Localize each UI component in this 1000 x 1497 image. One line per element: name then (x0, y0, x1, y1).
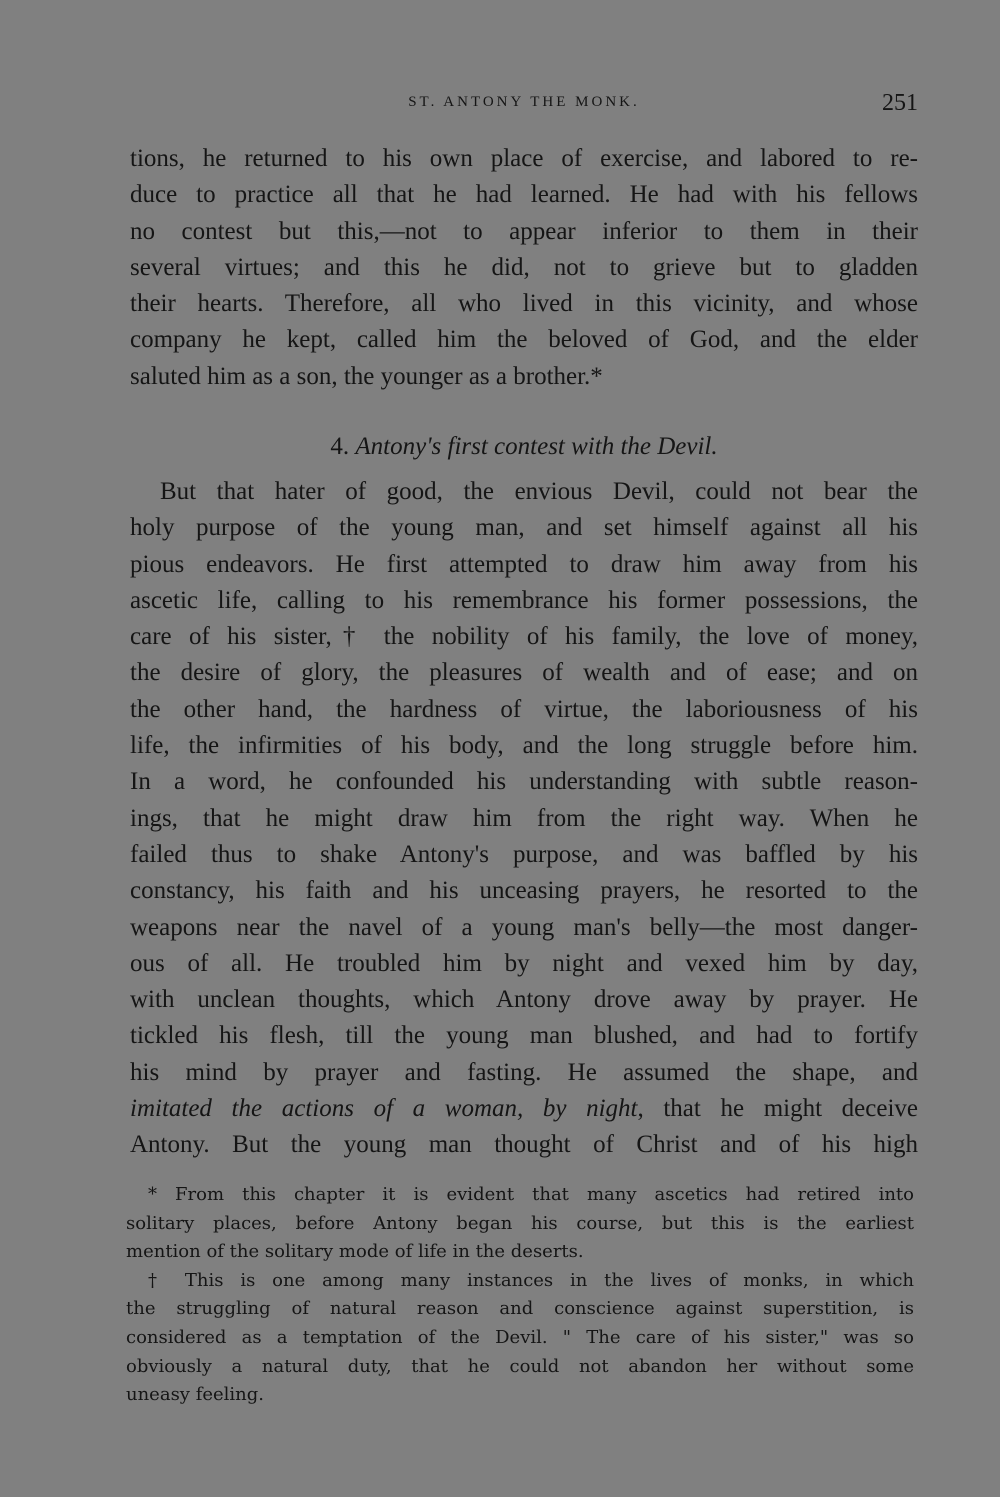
footnote-line: obviously a natural duty, that he could not abandon her without some (126, 1355, 914, 1377)
text-line: care of his sister,† the nobility of his family, the love of money, (130, 623, 918, 651)
italic-phrase: imitated the actions of a woman, by night (130, 1095, 638, 1123)
footnote-line: † This is one among many instances in the lives of monks, in which (148, 1269, 914, 1291)
footnote-line: considered as a temptation of the Devil. " The care of his sister," was so (126, 1326, 914, 1348)
running-head (130, 90, 918, 126)
text-line: their hearts. Therefore, all who lived in this vicinity, and whose (130, 290, 918, 318)
section-number: 4. (330, 433, 350, 460)
text-line: holy purpose of the young man, and set himself against all his (130, 514, 918, 542)
text-line: company he kept, called him the beloved of God, and the elder (130, 326, 918, 354)
text-line: ascetic life, calling to his remembrance his former possessions, the (130, 586, 918, 614)
text-line: ings, that he might draw him from the right way. When he (130, 804, 918, 832)
text-line: Antony. But the young man thought of Christ and of his high (130, 1131, 918, 1159)
text-line: pious endeavors. He first attempted to draw him away from his (130, 550, 918, 578)
page-number: 251 (882, 90, 918, 116)
text-line: tickled his flesh, till the young man blushed, and had to fortify (130, 1022, 918, 1050)
text-line: failed thus to shake Antony's purpose, and was baffled by his (130, 840, 918, 868)
text-line: several virtues; and this he did, not to grieve but to gladden (130, 253, 918, 281)
text-line: tions, he returned to his own place of exercise, and labored to re- (130, 145, 918, 172)
footnote-line: uneasy feeling. (126, 1384, 265, 1406)
text-line-italic (130, 1091, 918, 1127)
text-fragment: , that he might deceive (637, 1095, 918, 1123)
text-line: duce to practice all that he had learned. He had with his fellows (130, 181, 918, 209)
paragraph-2 (130, 474, 918, 1164)
text-line: But that hater of good, the envious Devil, could not bear the (160, 478, 918, 505)
text-line: with unclean thoughts, which Antony drove away by prayer. He (130, 986, 918, 1014)
running-title: ST. ANTONY THE MONK. (408, 94, 640, 110)
text-line: the desire of glory, the pleasures of wealth and of ease; and on (130, 659, 918, 687)
text-line: life, the infirmities of his body, and the long struggle before him. (130, 732, 918, 760)
paragraph-1 (130, 141, 918, 395)
text-line: constancy, his faith and his unceasing prayers, he resorted to the (130, 877, 918, 905)
footnotes (126, 1181, 914, 1410)
footnote-line: the struggling of natural reason and conscience against superstition, is (126, 1298, 914, 1320)
text-line: weapons near the navel of a young man's belly—the most danger- (130, 913, 918, 941)
footnote-line: * From this chapter it is evident that many ascetics had retired into (148, 1184, 914, 1205)
section-title: Antony's first contest with the Devil. (355, 433, 718, 460)
text-line: In a word, he confounded his understanding with subtle reason- (130, 768, 918, 796)
text-line: the other hand, the hardness of virtue, the laboriousness of his (130, 695, 918, 723)
section-heading (130, 433, 918, 461)
text-line: ous of all. He troubled him by night and vexed him by day, (130, 949, 918, 977)
text-line: saluted him as a son, the younger as a brother.* (130, 362, 603, 390)
footnote-line: mention of the solitary mode of life in the deserts. (126, 1241, 584, 1263)
footnote-line: solitary places, before Antony began his course, but this is the earliest (126, 1212, 914, 1234)
text-line: his mind by prayer and fasting. He assumed the shape, and (130, 1058, 918, 1086)
text-line: no contest but this,—not to appear inferior to them in their (130, 217, 918, 245)
